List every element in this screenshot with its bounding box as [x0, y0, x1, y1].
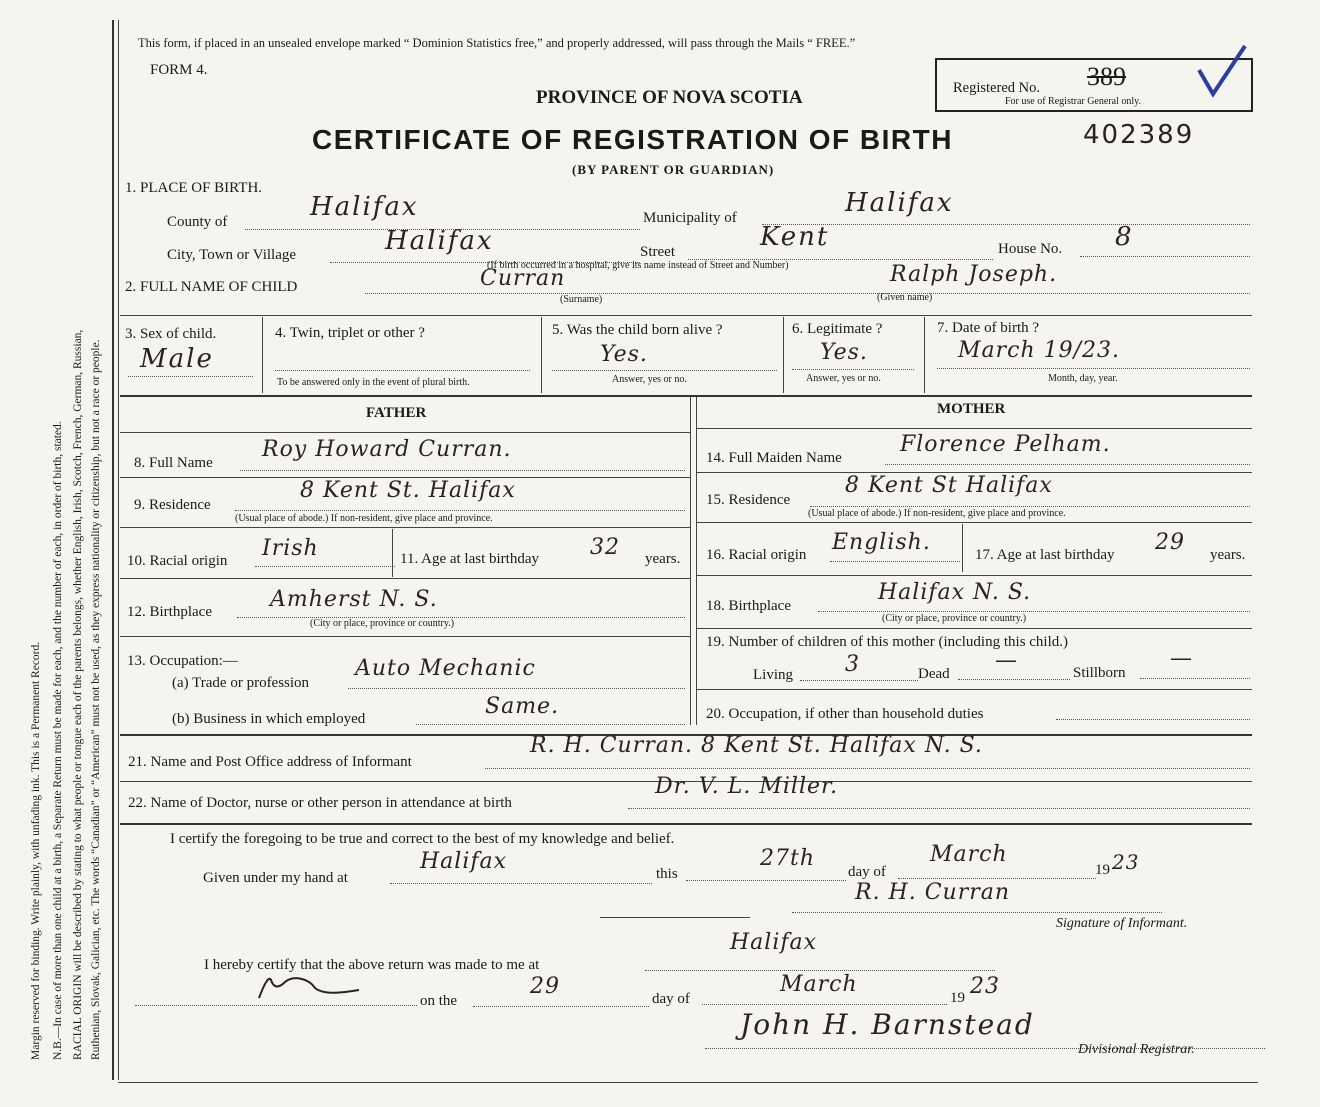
col-divider: [962, 524, 963, 572]
mother-birthplace: Halifax N. S.: [878, 580, 1032, 605]
house-line: [1080, 256, 1250, 257]
municipality-label: Municipality of: [643, 210, 737, 226]
father-race-label: 10. Racial origin: [127, 553, 228, 569]
certification-year-prefix: 19: [1095, 862, 1110, 878]
row-divider: [697, 522, 1252, 523]
signature-rule: [600, 917, 750, 918]
row-divider: [120, 578, 690, 579]
father-heading: FATHER: [366, 405, 427, 421]
registrar-statement: I hereby certify that the above return was made to me at: [204, 957, 540, 973]
city-value: Halifax: [385, 226, 494, 256]
given-place-line: [390, 883, 652, 884]
street-label: Street: [640, 244, 675, 260]
living-line: [800, 680, 918, 681]
informant-line: [485, 768, 1250, 769]
father-residence-note: (Usual place of abode.) If non-resident, give place and province.: [235, 513, 493, 524]
certification-month: March: [930, 842, 1008, 867]
registrar-month-line: [702, 1004, 947, 1005]
mother-age: 29: [1155, 530, 1185, 555]
mother-race: English.: [832, 530, 931, 555]
mother-occupation-label: 20. Occupation, if other than household duties: [706, 706, 984, 722]
father-business: Same.: [485, 694, 560, 719]
dead-line: [958, 679, 1070, 680]
alive-line: [552, 370, 777, 371]
certification-day: 27th: [760, 846, 816, 871]
month-line: [898, 878, 1096, 879]
mother-occupation-line: [1056, 719, 1250, 720]
mother-birthplace-label: 18. Birthplace: [706, 598, 791, 614]
dead-value: —: [995, 648, 1018, 673]
registrar-label: Divisional Registrar.: [1078, 1042, 1195, 1057]
father-birthplace-line: [237, 617, 685, 618]
day-of-label: day of: [848, 864, 886, 880]
county-label: County of: [167, 214, 228, 230]
form-number: FORM 4.: [150, 62, 208, 78]
registered-value: 389: [1087, 62, 1126, 91]
sex-label: 3. Sex of child.: [125, 326, 217, 342]
father-race: Irish: [262, 536, 319, 561]
municipality-value: Halifax: [845, 188, 954, 218]
dob-value: March 19/23.: [958, 338, 1121, 363]
father-residence: 8 Kent St. Halifax: [300, 478, 516, 503]
col-divider: [392, 529, 393, 577]
legitimate-label: 6. Legitimate ?: [792, 321, 883, 337]
stillborn-line: [1140, 678, 1250, 679]
father-years-label: years.: [645, 551, 681, 567]
given-name-note: (Given name): [877, 292, 933, 303]
registrar-place: Halifax: [730, 930, 818, 955]
county-value: Halifax: [310, 192, 419, 222]
living-value: 3: [845, 652, 860, 677]
stillborn-value: —: [1170, 646, 1193, 671]
registrar-day: 29: [530, 974, 560, 999]
hospital-note: (If birth occurred in a hospital, give its name instead of Street and Number): [487, 260, 789, 271]
father-residence-label: 9. Residence: [134, 497, 211, 513]
row-divider: [697, 575, 1252, 576]
margin-note-2: N.B.—In case of more than one child at a birth, a Separate Return must be made for each, and the number of each, in order of birth, stated.: [52, 421, 64, 1060]
sex-line: [128, 376, 253, 377]
alive-label: 5. Was the child born alive ?: [552, 322, 723, 338]
child-name-label: 2. FULL NAME OF CHILD: [125, 279, 298, 295]
mother-name-label: 14. Full Maiden Name: [706, 450, 842, 466]
center-divider: [690, 397, 691, 725]
sex-value: Male: [140, 344, 214, 374]
father-name: Roy Howard Curran.: [262, 437, 512, 462]
province-heading: PROVINCE OF NOVA SCOTIA: [536, 87, 803, 108]
mother-race-label: 16. Racial origin: [706, 547, 807, 563]
row-divider: [120, 527, 690, 528]
father-business-label: (b) Business in which employed: [172, 711, 366, 727]
mother-residence-label: 15. Residence: [706, 492, 791, 508]
father-birthplace-note: (City or place, province or country.): [310, 618, 455, 629]
father-trade: Auto Mechanic: [355, 656, 536, 681]
mother-children-label: 19. Number of children of this mother (including this child.): [706, 634, 1069, 650]
mother-heading: MOTHER: [937, 401, 1006, 417]
check-mark-icon: [1195, 42, 1249, 100]
alive-value: Yes.: [600, 342, 648, 367]
registrar-initial-mark-icon: [255, 972, 365, 1002]
surname-note: (Surname): [560, 294, 603, 305]
mother-residence-line: [810, 506, 1250, 507]
alive-note: Answer, yes or no.: [612, 374, 687, 385]
section-divider: [120, 395, 1252, 397]
stillborn-label: Stillborn: [1073, 665, 1126, 681]
father-business-line: [416, 724, 685, 725]
mother-residence: 8 Kent St Halifax: [845, 473, 1053, 498]
margin-note-1: Margin reserved for binding. Write plainly, with unfading ink. This is a Permanent Record.: [30, 641, 42, 1060]
col-divider: [541, 317, 542, 393]
doctor-label: 22. Name of Doctor, nurse or other person in attendance at birth: [128, 795, 512, 811]
given-under-label: Given under my hand at: [203, 870, 348, 886]
dead-label: Dead: [918, 666, 950, 682]
twin-label: 4. Twin, triplet or other ?: [275, 325, 425, 341]
col-divider: [783, 317, 784, 393]
registered-box: [935, 58, 1253, 112]
signature-line: [792, 912, 1162, 913]
given-place: Halifax: [420, 849, 508, 874]
registered-label: Registered No.: [953, 80, 1040, 96]
margin-note-3: RACIAL ORIGIN will be described by stating to what people or tongue each of the parents belongs, whether English, Irish, Scotch, French, German, Russian,: [72, 329, 84, 1060]
registrar-signature: John H. Barnstead: [740, 1008, 1035, 1041]
day-line: [686, 880, 846, 881]
registrar-place-line: [645, 970, 995, 971]
child-surname: Curran: [480, 266, 566, 291]
bottom-rule: [118, 1082, 1258, 1083]
certificate-number: 402389: [1083, 120, 1195, 150]
father-trade-label: (a) Trade or profession: [172, 675, 310, 691]
registrar-year-prefix: 19: [950, 990, 965, 1006]
child-given-name: Ralph Joseph.: [890, 262, 1058, 287]
street-value: Kent: [760, 222, 830, 252]
dob-note: Month, day, year.: [1048, 373, 1118, 384]
certification-year: 23: [1112, 850, 1140, 874]
mother-years-label: years.: [1210, 547, 1246, 563]
registrar-month: March: [780, 972, 858, 997]
father-occupation-label: 13. Occupation:—: [127, 653, 238, 669]
father-birthplace: Amherst N. S.: [270, 587, 438, 612]
mother-birthplace-line: [818, 611, 1250, 612]
registrar-note: For use of Registrar General only.: [1005, 96, 1141, 107]
twin-note: To be answered only in the event of plural birth.: [277, 377, 470, 388]
registrar-year: 23: [970, 974, 1000, 999]
row-divider: [697, 628, 1252, 629]
doctor-line: [628, 808, 1250, 809]
row-divider: [120, 315, 1252, 316]
father-birthplace-label: 12. Birthplace: [127, 604, 212, 620]
father-age: 32: [590, 535, 620, 560]
certification-statement: I certify the foregoing to be true and correct to the best of my knowledge and belief.: [170, 831, 675, 847]
house-value: 8: [1115, 222, 1134, 252]
on-the-label: on the: [420, 993, 458, 1009]
legitimate-value: Yes.: [820, 340, 868, 365]
margin-rule-inner: [118, 20, 119, 1080]
place-of-birth-heading: 1. PLACE OF BIRTH.: [125, 180, 263, 196]
father-age-label: 11. Age at last birthday: [400, 551, 539, 567]
row-divider: [120, 432, 690, 433]
row-divider: [697, 689, 1252, 690]
mother-age-label: 17. Age at last birthday: [975, 547, 1115, 563]
signature-label: Signature of Informant.: [1056, 916, 1188, 931]
registrar-day-of-label: day of: [652, 991, 690, 1007]
mother-name: Florence Pelham.: [900, 432, 1111, 457]
twin-line: [275, 370, 530, 371]
father-name-label: 8. Full Name: [134, 455, 213, 471]
mother-birthplace-note: (City or place, province or country.): [882, 613, 1027, 624]
subtitle: (BY PARENT OR GUARDIAN): [572, 162, 775, 177]
page-title: CERTIFICATE OF REGISTRATION OF BIRTH: [312, 124, 953, 155]
margin-note-4: Ruthenian, Slovak, Galician, etc. The words “Canadian” or “American” must not be used, as they express nationality or citizenship, but not a race or people.: [90, 339, 102, 1060]
legitimate-line: [792, 369, 914, 370]
section-divider: [120, 823, 1252, 825]
mother-race-line: [830, 561, 960, 562]
father-race-line: [255, 566, 395, 567]
mother-residence-note: (Usual place of abode.) If non-resident, give place and province.: [808, 508, 1066, 519]
dob-label: 7. Date of birth ?: [937, 320, 1040, 336]
city-label: City, Town or Village: [167, 247, 297, 263]
father-residence-line: [235, 510, 685, 511]
informant-label: 21. Name and Post Office address of Informant: [128, 754, 412, 770]
legitimate-note: Answer, yes or no.: [806, 373, 881, 384]
registrar-blank-line: [135, 1005, 417, 1006]
father-trade-line: [348, 688, 685, 689]
mail-notice: This form, if placed in an unsealed envelope marked “ Dominion Statistics free,” and properly addressed, will pass through the Mails “ FREE.”: [138, 36, 856, 50]
living-label: Living: [753, 667, 793, 683]
dob-line: [937, 368, 1250, 369]
child-name-line: [365, 293, 1250, 294]
row-divider: [697, 428, 1252, 429]
municipality-line: [762, 224, 1250, 225]
margin-rule: [112, 20, 114, 1080]
this-label: this: [656, 866, 678, 882]
mother-name-line: [885, 464, 1250, 465]
col-divider: [262, 317, 263, 393]
house-label: House No.: [998, 241, 1063, 257]
row-divider: [120, 636, 690, 637]
registrar-day-line: [473, 1006, 649, 1007]
father-name-line: [240, 470, 685, 471]
informant-value: R. H. Curran. 8 Kent St. Halifax N. S.: [530, 733, 983, 758]
doctor-value: Dr. V. L. Miller.: [655, 774, 839, 799]
col-divider: [924, 317, 925, 393]
center-divider-inner: [696, 397, 697, 725]
informant-signature: R. H. Curran: [855, 880, 1011, 905]
